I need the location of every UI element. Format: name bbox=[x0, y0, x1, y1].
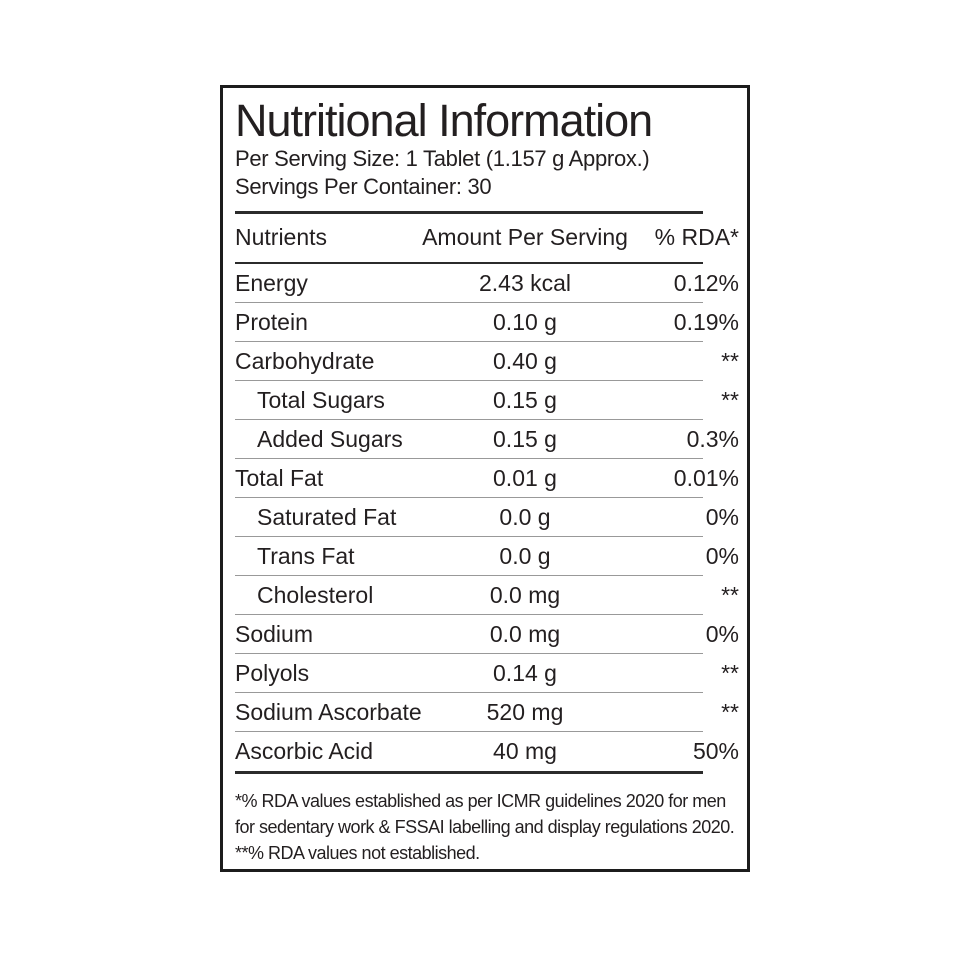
table-row-added-sugars bbox=[235, 420, 739, 459]
table-row-ascorbic-acid bbox=[235, 732, 739, 771]
divider-bottom bbox=[235, 771, 703, 774]
footnote-line: **% RDA values not established. bbox=[235, 842, 480, 863]
nutrient-name: Energy bbox=[235, 270, 308, 296]
serving-size-line: Per Serving Size: 1 Tablet (1.157 g Approx.) bbox=[235, 146, 650, 171]
servings-per-container-line: Servings Per Container: 30 bbox=[235, 174, 492, 199]
nutrient-name: Carbohydrate bbox=[235, 348, 375, 374]
nutrient-rda: ** bbox=[721, 660, 739, 686]
nutrient-rda: 0.19% bbox=[673, 309, 739, 335]
table-row-energy bbox=[235, 264, 739, 303]
nutrient-rda: 0.12% bbox=[673, 270, 739, 296]
nutrient-name: Cholesterol bbox=[257, 582, 374, 608]
column-header-nutrients: Nutrients bbox=[235, 224, 328, 250]
nutrient-rda: 0% bbox=[705, 504, 739, 530]
table-row-sodium bbox=[235, 615, 739, 654]
nutrient-name: Polyols bbox=[235, 660, 310, 686]
nutrient-amount: 0.01 g bbox=[493, 465, 557, 491]
table-row-protein bbox=[235, 303, 739, 342]
table-row-polyols bbox=[235, 654, 739, 693]
footnote-line: for sedentary work & FSSAI labelling and display regulations 2020. bbox=[235, 816, 735, 837]
nutrient-amount: 0.14 g bbox=[493, 660, 557, 686]
table-row-total-fat bbox=[235, 459, 739, 498]
nutrient-rda: 0% bbox=[705, 621, 739, 647]
table-row-total-sugars bbox=[235, 381, 739, 420]
footnotes bbox=[235, 788, 739, 866]
column-header-rda: % RDA* bbox=[654, 224, 739, 250]
nutrient-rda: ** bbox=[721, 387, 739, 413]
nutrient-name: Total Sugars bbox=[257, 387, 385, 413]
nutrient-name: Ascorbic Acid bbox=[235, 738, 374, 764]
nutrient-amount: 0.0 g bbox=[499, 504, 551, 530]
table-row-carbohydrate bbox=[235, 342, 739, 381]
column-header-amount: Amount Per Serving bbox=[422, 224, 628, 250]
nutrient-amount: 2.43 kcal bbox=[478, 270, 572, 296]
nutrient-amount: 0.15 g bbox=[493, 426, 557, 452]
nutrient-rda: 50% bbox=[692, 738, 739, 764]
table-row-sodium-ascorbate bbox=[235, 693, 739, 732]
nutrient-amount: 0.0 g bbox=[499, 543, 551, 569]
nutrient-name: Trans Fat bbox=[257, 543, 355, 569]
table-row-cholesterol bbox=[235, 576, 739, 615]
nutrient-amount: 0.10 g bbox=[493, 309, 557, 335]
nutrient-amount: 0.15 g bbox=[493, 387, 557, 413]
nutrition-label bbox=[220, 85, 750, 872]
nutrient-amount: 0.0 mg bbox=[489, 582, 561, 608]
nutrient-amount: 40 mg bbox=[493, 738, 557, 764]
nutrient-rda: 0.01% bbox=[673, 465, 739, 491]
nutrient-name: Added Sugars bbox=[257, 426, 403, 452]
nutrient-rda: ** bbox=[721, 348, 739, 374]
table-row-trans-fat bbox=[235, 537, 739, 576]
nutrient-amount: 0.40 g bbox=[493, 348, 557, 374]
nutrient-amount: 520 mg bbox=[486, 699, 564, 725]
nutrient-name: Sodium bbox=[235, 621, 313, 647]
nutrient-amount: 0.0 mg bbox=[489, 621, 561, 647]
nutrient-rda: 0% bbox=[705, 543, 739, 569]
nutrient-rda: ** bbox=[721, 699, 739, 725]
nutrient-name: Sodium Ascorbate bbox=[235, 699, 422, 725]
table-header-row bbox=[235, 214, 739, 262]
nutrient-rda: ** bbox=[721, 582, 739, 608]
nutrient-name: Protein bbox=[235, 309, 308, 335]
nutrient-name: Total Fat bbox=[235, 465, 324, 491]
nutrient-rda: 0.3% bbox=[686, 426, 739, 452]
label-title: Nutritional Information bbox=[235, 95, 653, 146]
nutrition-label-content bbox=[223, 88, 747, 869]
footnote-line: *% RDA values established as per ICMR guidelines 2020 for men bbox=[235, 790, 726, 811]
nutrient-name: Saturated Fat bbox=[257, 504, 397, 530]
table-row-saturated-fat bbox=[235, 498, 739, 537]
